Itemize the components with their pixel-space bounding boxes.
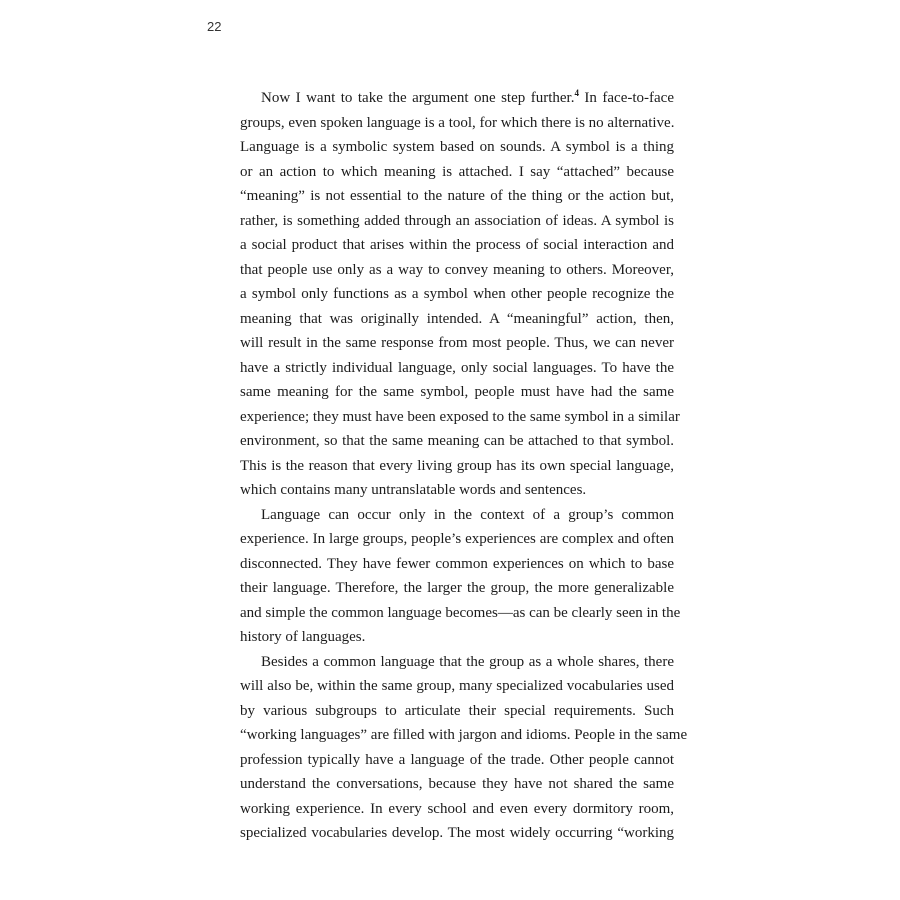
paragraph-1 [240, 86, 680, 503]
text-line: a social product that arises within the process of social interaction and [240, 237, 674, 253]
text-line: by various subgroups to articulate their special requirements. Such [240, 702, 674, 719]
text-line: disconnected. They have fewer common experiences on which to base [240, 555, 674, 572]
text-line: will result in the same response from most people. Thus, we can never [240, 335, 674, 351]
text-line: rather, is something added through an association of ideas. A symbol is [240, 212, 674, 229]
text-line: Language is a symbolic system based on sounds. A symbol is a thing [240, 139, 674, 155]
text-line: environment, so that the same meaning can be attached to that symbol. [240, 433, 674, 449]
text-line: Besides a common language that the group as a whole shares, there [261, 653, 674, 670]
text-line: or an action to which meaning is attached. I say “attached” because [240, 163, 674, 180]
text-line: Language can occur only in the context of a group’s common [261, 506, 674, 523]
paragraph-2 [240, 503, 681, 650]
text-line: have a strictly individual language, only social languages. To have the [240, 359, 674, 376]
text-line: experience; they must have been exposed to the same symbol in a similar [240, 408, 680, 425]
footnote-reference[interactable]: 4 [574, 88, 579, 98]
text-line: groups, even spoken language is a tool, for which there is no alternative. [240, 114, 675, 131]
text-line: that people use only as a way to convey meaning to others. Moreover, [240, 261, 674, 278]
body-text [240, 86, 688, 846]
text-line: understand the conversations, because they have not shared the same [240, 776, 674, 792]
paragraph-3 [240, 650, 688, 846]
text-line: same meaning for the same symbol, people must have had the same [240, 384, 674, 400]
text-line: their language. Therefore, the larger the group, the more generalizable [240, 580, 674, 596]
text-line: history of languages. [240, 629, 366, 645]
text-line [240, 86, 674, 111]
text-line: profession typically have a language of the trade. Other people cannot [240, 751, 674, 768]
text-line: “working languages” are filled with jargon and idioms. People in the same [240, 727, 688, 743]
text-line: will also be, within the same group, many specialized vocabularies used [240, 678, 674, 694]
text-line: meaning that was originally intended. A “meaningful” action, then, [240, 310, 674, 327]
text-line: a symbol only functions as a symbol when other people recognize the [240, 286, 674, 302]
text-line: and simple the common language becomes—as can be clearly seen in the [240, 604, 681, 621]
text-line: which contains many untranslatable words and sentences. [240, 482, 587, 498]
text-line: working experience. In every school and even every dormitory room, [240, 800, 674, 817]
text-line: specialized vocabularies develop. The most widely occurring “working [240, 825, 674, 841]
text-line: “meaning” is not essential to the nature of the thing or the action but, [240, 188, 674, 204]
text-line-end: In face-to-face [578, 90, 674, 106]
text-line: experience. In large groups, people’s experiences are complex and often [240, 531, 674, 547]
text-line: This is the reason that every living group has its own special language, [240, 457, 674, 474]
page-number: 22 [207, 19, 222, 34]
text-line-start: Now I want to take the argument one step further. [261, 90, 575, 106]
